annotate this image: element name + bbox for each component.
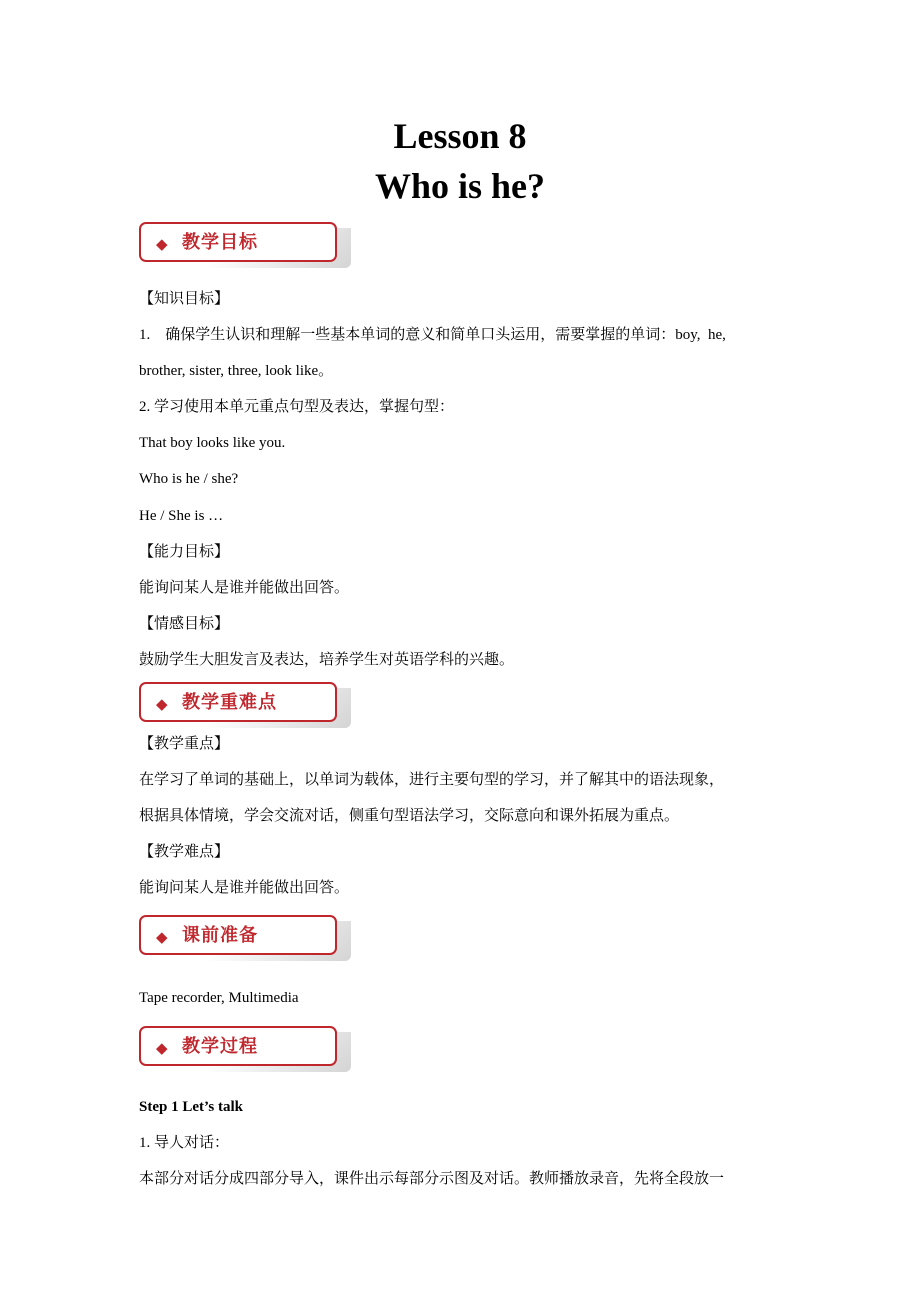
emotion-tag: 【情感目标】 xyxy=(139,616,230,632)
section-label: 教学过程 xyxy=(182,1036,258,1057)
diamond-icon: ◆ xyxy=(156,1039,168,1057)
step-1-heading: Step 1 Let’s talk xyxy=(139,1099,244,1115)
sentence-2: Who is he / she? xyxy=(139,471,239,487)
diamond-icon: ◆ xyxy=(156,928,168,946)
lesson-title: Lesson 8 xyxy=(393,116,527,156)
section-header-key-points xyxy=(139,682,339,724)
section-header-preparation xyxy=(139,915,339,957)
focus-text-2: 根据具体情境，学会交流对话，侧重句型语法学习，交际意向和课外拓展为重点。 xyxy=(139,808,680,824)
header-box xyxy=(139,682,337,722)
difficulty-tag: 【教学难点】 xyxy=(139,844,230,860)
diamond-icon: ◆ xyxy=(156,695,168,713)
section-header-objectives xyxy=(139,222,339,264)
header-box xyxy=(139,915,337,955)
sentence-3: He / She is … xyxy=(139,508,224,524)
focus-text-1: 在学习了单词的基础上，以单词为载体，进行主要句型的学习，并了解其中的语法现象， xyxy=(139,772,725,788)
ability-text: 能询问某人是谁并能做出回答。 xyxy=(139,580,350,596)
materials-text: Tape recorder, Multimedia xyxy=(139,990,299,1006)
ability-tag: 【能力目标】 xyxy=(139,544,230,560)
section-label: 教学目标 xyxy=(182,232,258,253)
knowledge-item-1b: brother, sister, three, look like。 xyxy=(139,363,334,379)
section-label: 课前准备 xyxy=(182,925,258,946)
header-box xyxy=(139,222,337,262)
sentence-1: That boy looks like you. xyxy=(139,435,286,451)
section-header-process xyxy=(139,1026,339,1068)
knowledge-item-2: 2. 学习使用本单元重点句型及表达，掌握句型： xyxy=(139,399,455,415)
focus-tag: 【教学重点】 xyxy=(139,736,230,752)
lesson-subtitle: Who is he? xyxy=(374,166,546,206)
knowledge-item-1a: 1. 确保学生认识和理解一些基本单词的意义和简单口头运用，需要掌握的单词：boy, he, xyxy=(139,327,726,343)
diamond-icon: ◆ xyxy=(156,235,168,253)
section-label: 教学重难点 xyxy=(182,692,277,713)
step-1-item: 1. 导人对话： xyxy=(139,1135,230,1151)
step-1-text: 本部分对话分成四部分导入，课件出示每部分示图及对话。教师播放录音，先将全段放一 xyxy=(139,1171,725,1187)
knowledge-tag: 【知识目标】 xyxy=(139,291,230,307)
difficulty-text: 能询问某人是谁并能做出回答。 xyxy=(139,880,350,896)
header-box xyxy=(139,1026,337,1066)
emotion-text: 鼓励学生大胆发言及表达，培养学生对英语学科的兴趣。 xyxy=(139,652,515,668)
